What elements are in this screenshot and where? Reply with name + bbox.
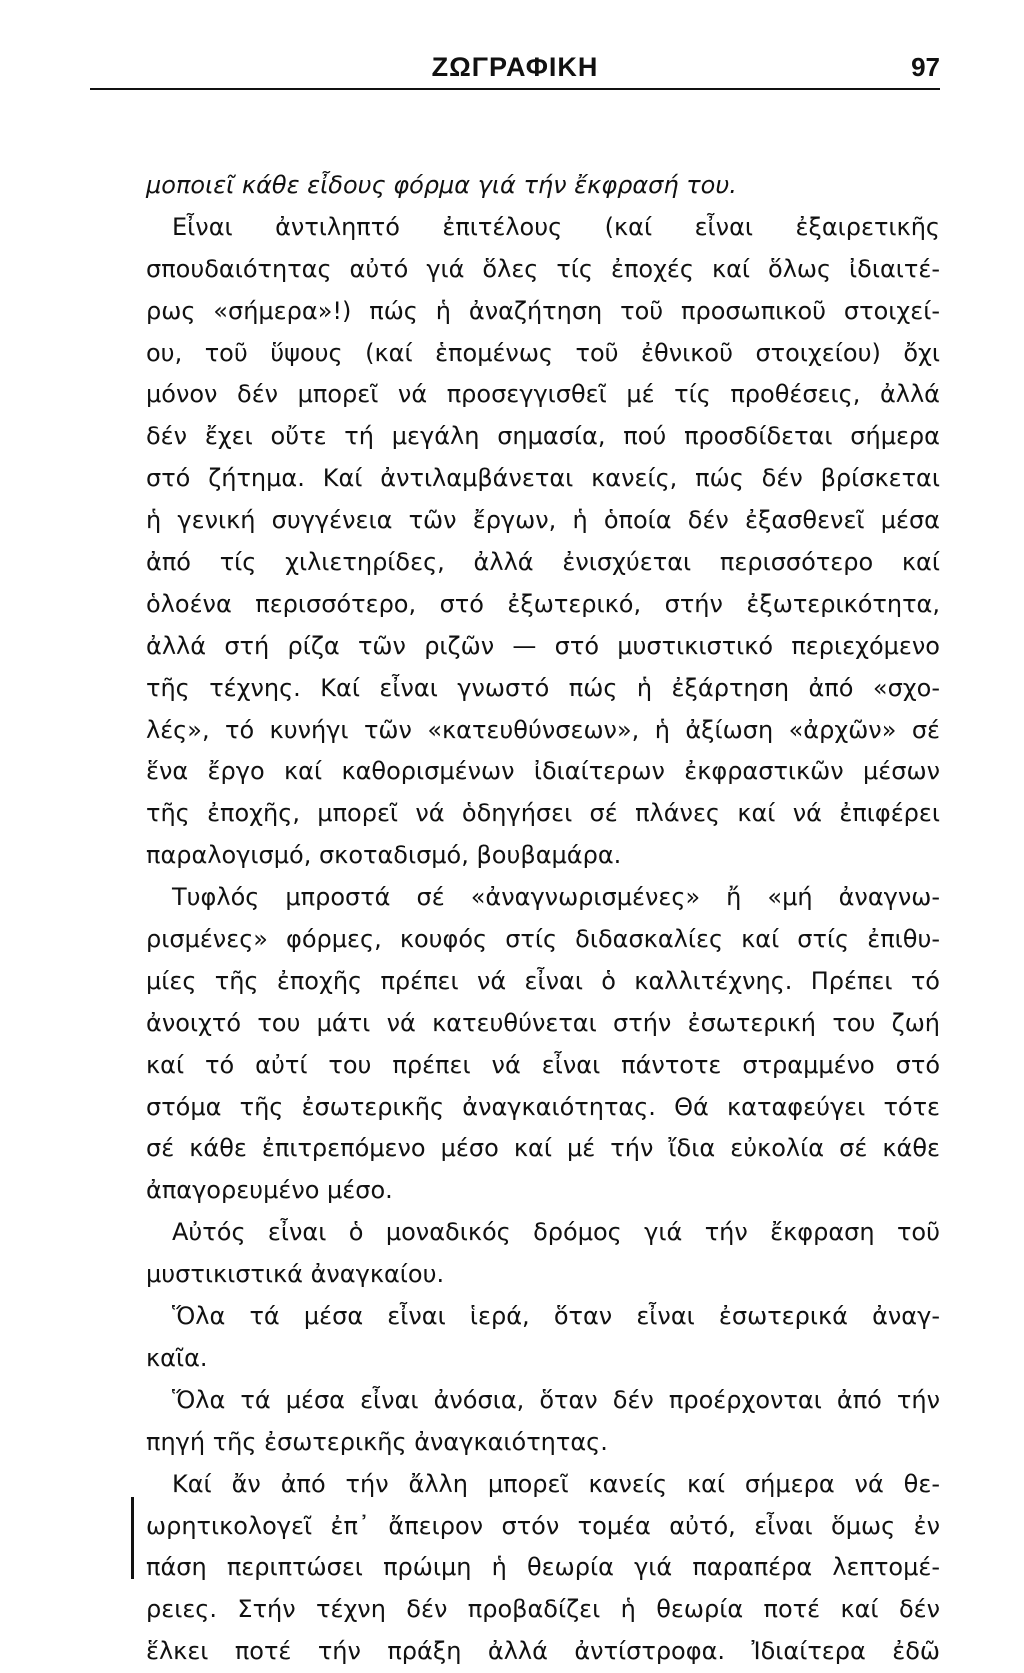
text-line: ἀλλά στή ρίζα τῶν ριζῶν — στό μυστικιστικό περιεχόμενο (146, 631, 940, 660)
text-line: μίες τῆς ἐποχῆς πρέπει νά εἶναι ὁ καλλιτέχνης. Πρέπει τό (146, 966, 940, 995)
text-line: Ὅλα τά μέσα εἶναι ἱερά, ὅταν εἶναι ἐσωτερικά ἀναγ- (172, 1302, 940, 1331)
text-line: μυστικιστικά ἀναγκαίου. (146, 1260, 445, 1289)
text-line: στό ζήτημα. Καί ἀντιλαμβάνεται κανείς, πώς δέν βρίσκεται (146, 464, 940, 493)
body-text (146, 165, 940, 1673)
text-line: πάση περιπτώσει πρώιμη ἡ θεωρία γιά παραπέρα λεπτομέ- (146, 1553, 940, 1582)
text-line: ου, τοῦ ὕψους (καί ἑπομένως τοῦ ἐθνικοῦ στοιχείου) ὄχι (146, 338, 940, 367)
text-line: τῆς τέχνης. Καί εἶναι γνωστό πώς ἡ ἐξάρτηση ἀπό «σχο- (146, 673, 940, 702)
text-line: τῆς ἐποχῆς, μπορεῖ νά ὁδηγήσει σέ πλάνες καί νά ἐπιφέρει (146, 799, 940, 828)
text-line: στόμα τῆς ἐσωτερικῆς ἀναγκαιότητας. Θά καταφεύγει τότε (146, 1092, 940, 1121)
text-line: Εἶναι ἀντιληπτό ἐπιτέλους (καί εἶναι ἐξαιρετικῆς (172, 212, 940, 241)
margin-mark (131, 1497, 134, 1579)
text-line: Τυφλός μπροστά σέ «ἀναγνωρισμένες» ἤ «μή ἀναγνω- (172, 883, 940, 912)
text-line: σέ κάθε ἐπιτρεπόμενο μέσο καί μέ τήν ἴδια εὐκολία σέ κάθε (146, 1134, 940, 1163)
text-line: ωρητικολογεῖ ἐπ᾽ ἄπειρον στόν τομέα αὐτό, εἶναι ὅμως ἐν (146, 1511, 940, 1540)
text-line: ρειες. Στήν τέχνη δέν προβαδίζει ἡ θεωρία ποτέ καί δέν (146, 1595, 940, 1624)
text-line: παραλογισμό, σκοταδισμό, βουβαμάρα. (146, 841, 622, 870)
text-line: ἕλκει ποτέ τήν πράξη ἀλλά ἀντίστροφα. Ἰδιαίτερα ἐδῶ (146, 1637, 940, 1666)
text-line: ὁλοένα περισσότερο, στό ἐξωτερικό, στήν ἐξωτερικότητα, (146, 589, 940, 618)
text-line: ρως «σήμερα»!) πώς ἡ ἀναζήτηση τοῦ προσωπικοῦ στοιχεί- (146, 296, 940, 325)
text-line: καί τό αὐτί του πρέπει νά εἶναι πάντοτε στραμμένο στό (146, 1050, 940, 1079)
text-line: καῖα. (146, 1343, 208, 1372)
text-line: ἀνοιχτό του μάτι νά κατευθύνεται στήν ἐσωτερική του ζωή (146, 1008, 940, 1037)
text-line: λές», τό κυνήγι τῶν «κατευθύνσεων», ἡ ἀξίωση «ἀρχῶν» σέ (146, 715, 940, 744)
running-head-title: ΖΩΓΡΑΦΙΚΗ (431, 52, 599, 82)
text-line: ἕνα ἔργο καί καθορισμένων ἰδιαίτερων ἐκφραστικῶν μέσων (146, 757, 940, 786)
text-line: σπουδαιότητας αὐτό γιά ὅλες τίς ἐποχές καί ὅλως ἰδιαιτέ- (146, 254, 940, 283)
text-line: Αὐτός εἶναι ὁ μοναδικός δρόμος γιά τήν ἔκφραση τοῦ (172, 1218, 940, 1247)
text-line: ρισμένες» φόρμες, κουφός στίς διδασκαλίες καί στίς ἐπιθυ- (146, 925, 940, 954)
text-line: μοποιεῖ κάθε εἶδους φόρμα γιά τήν ἔκφρασή του. (146, 171, 737, 199)
text-line: Ὅλα τά μέσα εἶναι ἀνόσια, ὅταν δέν προέρχονται ἀπό τήν (172, 1385, 940, 1414)
text-line: ἀπαγορευμένο μέσο. (146, 1176, 393, 1205)
text-line: μόνον δέν μπορεῖ νά προσεγγισθεῖ μέ τίς προθέσεις, ἀλλά (146, 380, 940, 409)
text-line: πηγή τῆς ἐσωτερικῆς ἀναγκαιότητας. (146, 1427, 608, 1456)
text-line: Καί ἄν ἀπό τήν ἄλλη μπορεῖ κανείς καί σήμερα νά θε- (172, 1469, 940, 1498)
running-head (90, 50, 940, 84)
text-line: ἡ γενική συγγένεια τῶν ἔργων, ἡ ὁποία δέν ἐξασθενεῖ μέσα (146, 506, 940, 535)
header-rule (90, 88, 940, 90)
text-line: ἀπό τίς χιλιετηρίδες, ἀλλά ἐνισχύεται περισσότερο καί (146, 548, 940, 577)
page-number: 97 (911, 52, 940, 82)
text-line: δέν ἔχει οὔτε τή μεγάλη σημασία, πού προσδίδεται σήμερα (146, 422, 940, 451)
